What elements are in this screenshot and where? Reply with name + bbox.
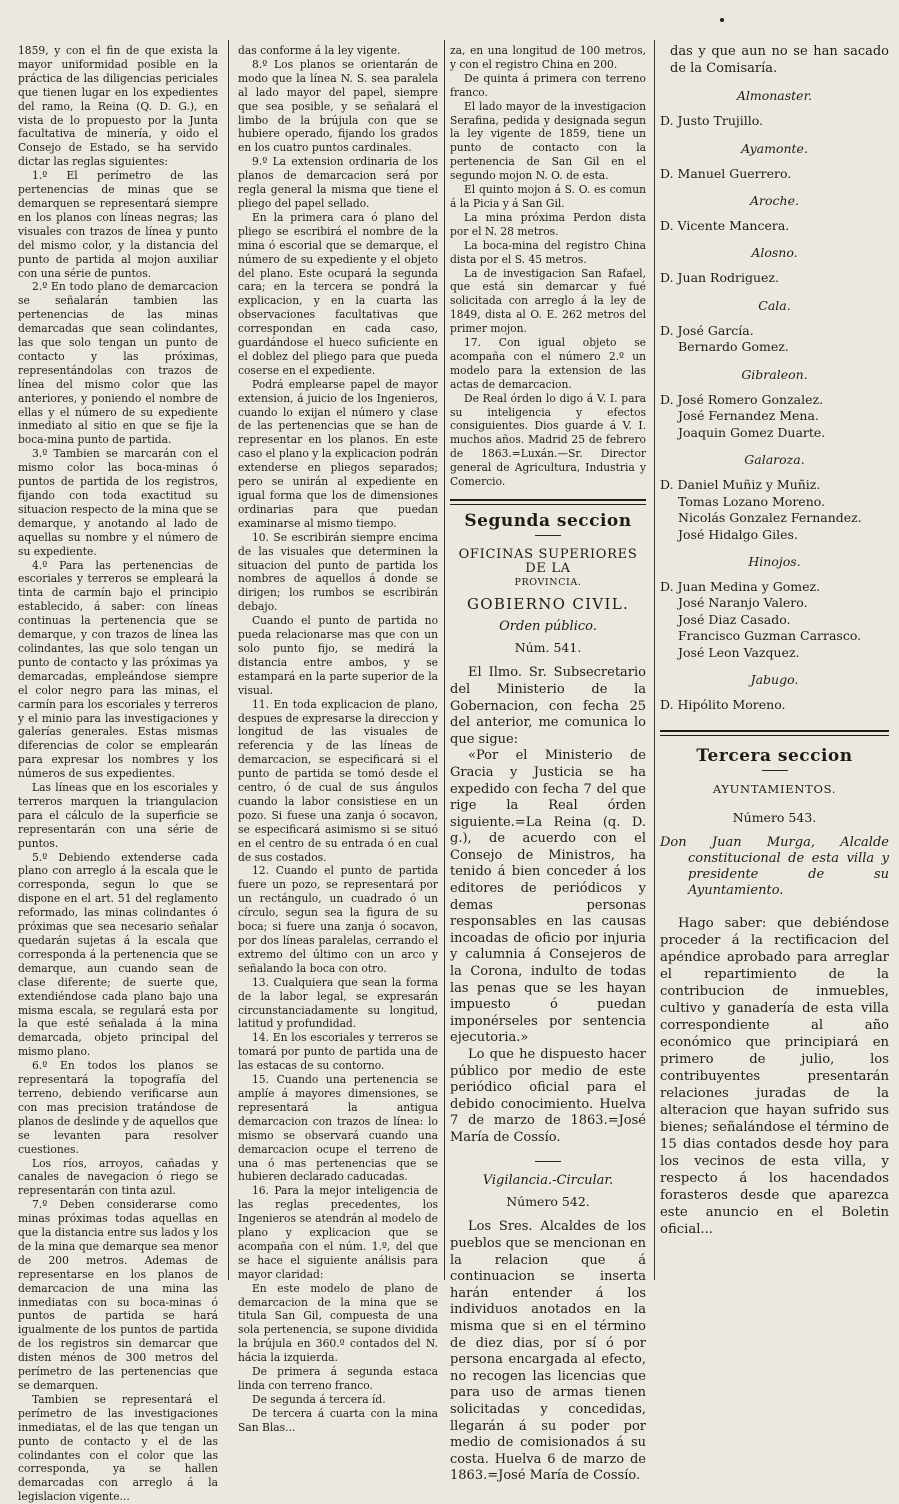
paragraph: Los ríos, arroyos, cañadas y canales de navegacion ó riego se representarán con tinta azul. [18,1156,218,1198]
paragraph: 9.º La extension ordinaria de los planos de demarcacion será por regla general la misma que tiene el pliego del papel sellado. [238,155,438,210]
section-divider [660,730,889,736]
paragraph: Lo que he dispuesto hacer público por medio de este periódico oficial para el debido conocimiento. Huelva 7 de marzo de 1863.=José María de Cossío. [450,1047,646,1145]
municipality-people [660,113,889,130]
paragraph: 4.º Para las pertenencias de escoriales y terreros se empleará la tinta de carmín bajo el principio establecido, á saber: con líneas continuas la pertenencia que se demarque, y con trazos de línea las colindantes, las que solo tengan un punto de contacto y las próximas ya demarcadas, empleándose siempre el color negro para las minas, el carmín para los escoriales y terreros y el minio para las investigaciones y galerías generales. Estas mismas diferencias de color se emplearán para expresar los nombres y los números de sus expedientes. [18,558,218,781]
paragraph: 6.º En todos los planos se representará la topografía del terreno, debiendo verificarse aun con mas precision tratándose de planos de deslinde y de aquellos que se levanten para resolver cuestiones. [18,1059,218,1156]
municipality-heading: Gibraleon. [741,366,808,382]
paragraph: 17. Con igual objeto se acompaña con el número 2.º un modelo para la extension de las actas de demarcacion. [450,336,646,391]
column-4 [660,44,889,1280]
paragraph: De primera á segunda estaca linda con terreno franco. [238,1365,438,1392]
municipality-people [660,218,889,235]
paragraph: das y que aun no se han sacado de la Comisaría. [670,44,889,76]
paragraph: 2.º En todo plano de demarcacion se señalarán tambien las pertenencias de las minas demarcadas que sean colindantes, las que solo tengan un punto de contacto y las próximas, representándolas con trazos de línea del mismo color que las anteriores, y poniendo el nombre de ellas y el número de su expediente inmediato al sitio en que se fije la boca-mina punto de partida. [18,280,218,447]
section-title-segunda: Segunda seccion [464,511,632,531]
paragraph: 10. Se escribirán siempre encima de las visuales que determinen la situacion del punto de partida los nombres de aquellos á donde se dirigen; los rumbos se escribirán debajo. [238,530,438,614]
person-name: Tomas Lozano Moreno. [678,493,826,509]
municipality-heading: Aroche. [750,193,799,208]
column-rule-3 [654,40,655,1280]
person-name: D. José Romero Gonzalez. [660,391,824,407]
paragraph: De tercera á cuarta con la mina San Blas... [238,1406,438,1434]
paragraph: El Ilmo. Sr. Subsecretario del Ministerio de la Gobernacion, con fecha 25 del anterior, me comunica lo que sigue: [450,665,646,747]
heading-orden-publico: Orden público. [499,618,597,634]
column-rule-1 [228,40,229,1280]
notice-number-543: Número 543. [732,809,817,825]
municipality-people [660,392,889,442]
heading-ayuntamientos: AYUNTAMIENTOS. [712,781,837,796]
person-name: D. Hipólito Moreno. [660,697,786,713]
municipality-heading: Almonaster. [736,88,813,104]
municipality-list [660,89,889,714]
column-rule-2 [444,40,445,1280]
paragraph: 15. Cuando una pertenencia se amplíe á mayores dimensiones, se representará la antigua demarcacion con trazos de línea: lo mismo se observará cuando una demarcacion ocupe el terreno de una ó mas pertenencias que se hubieren declarado caducadas. [238,1073,438,1184]
paragraph: 3.º Tambien se marcarán con el mismo color las boca-minas ó puntos de partida de los registros, fijando con toda exactitud su situacion respecto de la mina que se demarque, y anotando al lado de aquellas su nombre y el número de su expediente. [18,447,218,558]
person-name: José Leon Vazquez. [678,644,800,660]
municipality-people [660,477,889,543]
heading-vigilancia: Vigilancia.-Circular. [482,1172,614,1188]
municipality-people [660,323,889,356]
paragraph: El quinto mojon á S. O. es comun á la Picia y á San Gil. [450,183,646,210]
paragraph: Los Sres. Alcaldes de los pueblos que se mencionan en la relacion que á continuacion se inserta harán entender á los individuos anotados en la misma que si en el término de diez dias, por sí ó por persona encargada al efecto, no recogen las licencias que para uso de armas tienen solicitadas y concedidas, llegarán á su poder por medio de comisionados á su costa. Huelva 6 de marzo de 1863.=José María de Cossío. [450,1219,646,1484]
person-name: José Hidalgo Giles. [678,526,798,542]
person-name: D. Juan Medina y Gomez. [660,578,821,594]
paragraph: Las líneas que en los escoriales y terreros marquen la triangulacion para el cálculo de la superficie se representarán con una série de puntos. [18,781,218,850]
paragraph: za, en una longitud de 100 metros, y con el registro China en 200. [450,44,646,71]
person-name: Joaquin Gomez Duarte. [678,424,826,440]
paragraph: 7.º Deben considerarse como minas próximas todas aquellas en que la distancia entre sus lados y los de la mina que demarque sea menor de 200 metros. Ademas de representarse en los planos de demarcacion de una mina las inmediatas con su boca-minas ó puntos de partida se hará igualmente de los puntos de partida de los registros sin demarcar que disten ménos de 300 metros del perímetro de las pertenencias que se demarquen. [18,1198,218,1392]
person-name: José Diaz Casado. [678,611,791,627]
notice-542-body [450,1219,646,1485]
alcalde-heading: Don Juan Murga, Alcalde constitucional de esta villa y presidente de su Ayuntamiento. [660,834,889,898]
paragraph: La boca-mina del registro China dista por el S. 45 metros. [450,238,646,266]
heading-oficinas: OFICINAS SUPERIORES DE LA [458,546,638,576]
paragraph: «Por el Ministerio de Gracia y Justicia se ha expedido con fecha 7 del que rige la Real órden siguiente.=La Reina (q. D. g.), de acuerdo con el Consejo de Ministros, ha tenido á bien conceder á los editores de periódicos y demas personas responsables en las causas incoadas de oficio por injuria y calumnia á Consejeros de la Corona, indulto de todas las penas que se les hayan impuesto ó puedan imponérseles por sentencia ejecutoria.» [450,748,646,1046]
heading-gobierno-civil: GOBIERNO CIVIL. [466,594,630,613]
short-rule [535,1161,561,1162]
municipality-heading: Cala. [758,297,791,313]
municipality-people [660,166,889,183]
list-intro [660,44,889,77]
paragraph: Cuando el punto de partida no pueda relacionarse mas que con un solo punto fijo, se medirá la distancia entre ambos, y se estampará en la parte superior de la visual. [238,614,438,697]
municipality-heading: Ayamonte. [741,140,808,156]
municipality-heading: Jabugo. [750,672,799,688]
paragraph: La de investigacion San Rafael, que está sin demarcar y fué solicitada con arreglo á la ley de 1849, dista al O. E. 262 metros del primer mojon. [450,266,646,336]
municipality-people [660,579,889,662]
municipality-heading: Alosno. [751,245,798,261]
person-name: José Naranjo Valero. [678,595,808,611]
paragraph: 12. Cuando el punto de partida fuere un pozo, se representará por un rectángulo, un cuadrado ó un círculo, segun sea la figura de su boca; si fuere una zanja ó socavon, por dos líneas paralelas, cerrando el extremo del último con un arco y señalando la boca con otro. [238,864,438,975]
paragraph: De quinta á primera con terreno franco. [450,71,646,99]
paragraph: La mina próxima Perdon dista por el N. 28 metros. [450,210,646,238]
notice-number-541: Núm. 541. [514,640,582,656]
heading-provincia: PROVINCIA. [514,576,582,588]
paragraph: Podrá emplearse papel de mayor extension, á juicio de los Ingenieros, cuando lo exijan el número y clase de las pertenencias que se han de representar en los planos. En este caso el plano y la explicacion podrán extenderse en pliegos separados; pero se unirán al expediente en igual forma que los de dimensiones ordinarias para que puedan examinarse al mismo tiempo. [238,377,438,530]
paragraph: 1.º El perímetro de las pertenencias de minas que se demarquen se representará siempre en los planos con líneas negras; las visuales con trazos de línea y punto del mismo color, y la distancia del punto de partida al mojon auxiliar con una série de puntos. [18,169,218,280]
municipality-people [660,697,889,714]
person-name: D. Juan Rodriguez. [660,270,779,286]
person-name: D. Manuel Guerrero. [660,165,792,181]
paragraph: De Real órden lo digo á V. I. para su inteligencia y efectos consiguientes. Dios guarde á V. I. muchos años. Madrid 25 de febrero de 1863.=Luxán.—Sr. Director general de Agricultura, Industria y Comercio. [450,391,646,489]
paragraph: das conforme á la ley vigente. [238,44,401,57]
municipality-heading: Hinojos. [748,554,801,570]
paragraph: 13. Cualquiera que sean la forma de la labor legal, se expresarán circunstanciadamente su longitud, latitud y profundidad. [238,975,438,1031]
paragraph: 16. Para la mejor inteligencia de las reglas precedentes, los Ingenieros se atendrán al modelo de plano y explicacion que se acompaña con el núm. 1.º, del que se hace el siguiente análisis para mayor claridad: [238,1184,438,1281]
ink-speck [720,18,724,22]
person-name: Francisco Guzman Carrasco. [678,628,862,644]
column-2-mining-rules [238,44,438,1434]
paragraph: 1859, y con el fin de que exista la mayor uniformidad posible en la práctica de las diligencias periciales que tienen lugar en los expedientes del ramo, la Reina (Q. D. G.), en vista de lo propuesto por la Junta facultativa de minería, y oido el Consejo de Estado, se ha servido dictar las reglas siguientes: [18,44,218,169]
person-name: Bernardo Gomez. [678,339,789,355]
paragraph: 5.º Debiendo extenderse cada plano con arreglo á la escala que le corresponda, segun lo que se dispone en el art. 51 del reglamento reformado, las minas colindantes ó próximas que sea necesario señalar quedarán sujetas á la escala que corresponda á la pertenencia que se demarque, aun cuando sean de clase diferente; de suerte que, extendiéndose cada plano bajo una misma escala, se regulará esta por la que esté señalada á la mina demarcada, objeto principal del mismo plano. [18,850,218,1059]
short-rule [535,535,561,536]
notice-number-542: Número 542. [506,1194,590,1210]
notice-541-body [450,665,646,1146]
paragraph: Tambien se representará el perímetro de las investigaciones inmediatas, el de las que tengan un punto de contacto y el de las colindantes con el color que las corresponda, ya se hallen demarcadas con arreglo á la legislacion vigente... [18,1392,218,1504]
paragraph: 14. En los escoriales y terreros se tomará por punto de partida una de las estacas de su contorno. [238,1031,438,1073]
person-name: D. Vicente Mancera. [660,217,790,233]
paragraph: 11. En toda explicacion de plano, despues de expresarse la direccion y longitud de las visuales de referencia y de las líneas de demarcacion, se especificará si el punto de partida se tomó desde el centro, ó de cual de sus ángulos cuando la labor consistiese en un pozo. Si fuese una zanja ó socavon, se especificará asimismo si se situó en el centro de su entrada ó en cual de sus costados. [238,697,438,864]
paragraph: 8.º Los planos se orientarán de modo que la línea N. S. sea paralela al lado mayor del papel, siempre que sea posible, y se señalará el limbo de la brújula con que se hubiere operado, fijando los grados en los cuatro puntos cardinales. [238,57,438,155]
section-divider [450,499,646,505]
municipality-heading: Galaroza. [744,452,805,468]
person-name: D. Justo Trujillo. [660,113,764,129]
person-name: Nicolás Gonzalez Fernandez. [678,510,862,526]
column-3 [450,44,646,1484]
notice-543-body [660,915,889,1238]
paragraph: Hago saber: que debiéndose proceder á la rectificacion del apéndice aprobado para arreglar el repartimiento de la contribucion de inmuebles, cultivo y ganadería de esta villa correspondiente al año económico que principiará en primero de julio, los contribuyentes presentarán relaciones juradas de la alteracion que hayan sufrido sus bienes; señalándose el término de 15 dias contados desde hoy para los vecinos de esta villa, y respecto á los hacendados forasteros desde que aparezca este anuncio en el Boletin oficial... [660,915,889,1237]
person-name: D. José García. [660,322,754,338]
municipality-people [660,270,889,287]
paragraph: En la primera cara ó plano del pliego se escribirá el nombre de la mina ó escorial que se demarque, el número de su expediente y el objeto del plano. Este ocupará la segunda cara; en la tercera se pondrá la explicacion, y en la cuarta las observaciones facultativas que correspondan en cada caso, guardándose el hueco suficiente en el doblez del pliego para que pueda coserse en el expediente. [238,210,438,377]
section-title-tercera: Tercera seccion [696,745,853,766]
person-name: José Fernandez Mena. [678,408,819,424]
column-1-mining-rules [18,44,218,1504]
short-rule [762,770,788,771]
paragraph: De segunda á tercera íd. [252,1392,386,1406]
person-name: D. Daniel Muñiz y Muñiz. [660,477,821,493]
paragraph: El lado mayor de la investigacion Serafina, pedida y designada segun la ley vigente de 1859, tiene un punto de contacto con la pertenencia de San Gil en el segundo mojon N. O. de esta. [450,99,646,183]
paragraph: En este modelo de plano de demarcacion de la mina que se titula San Gil, compuesta de una sola pertenencia, se supone dividida la brújula en 360.º contados del N. hácia la izquierda. [238,1281,438,1365]
